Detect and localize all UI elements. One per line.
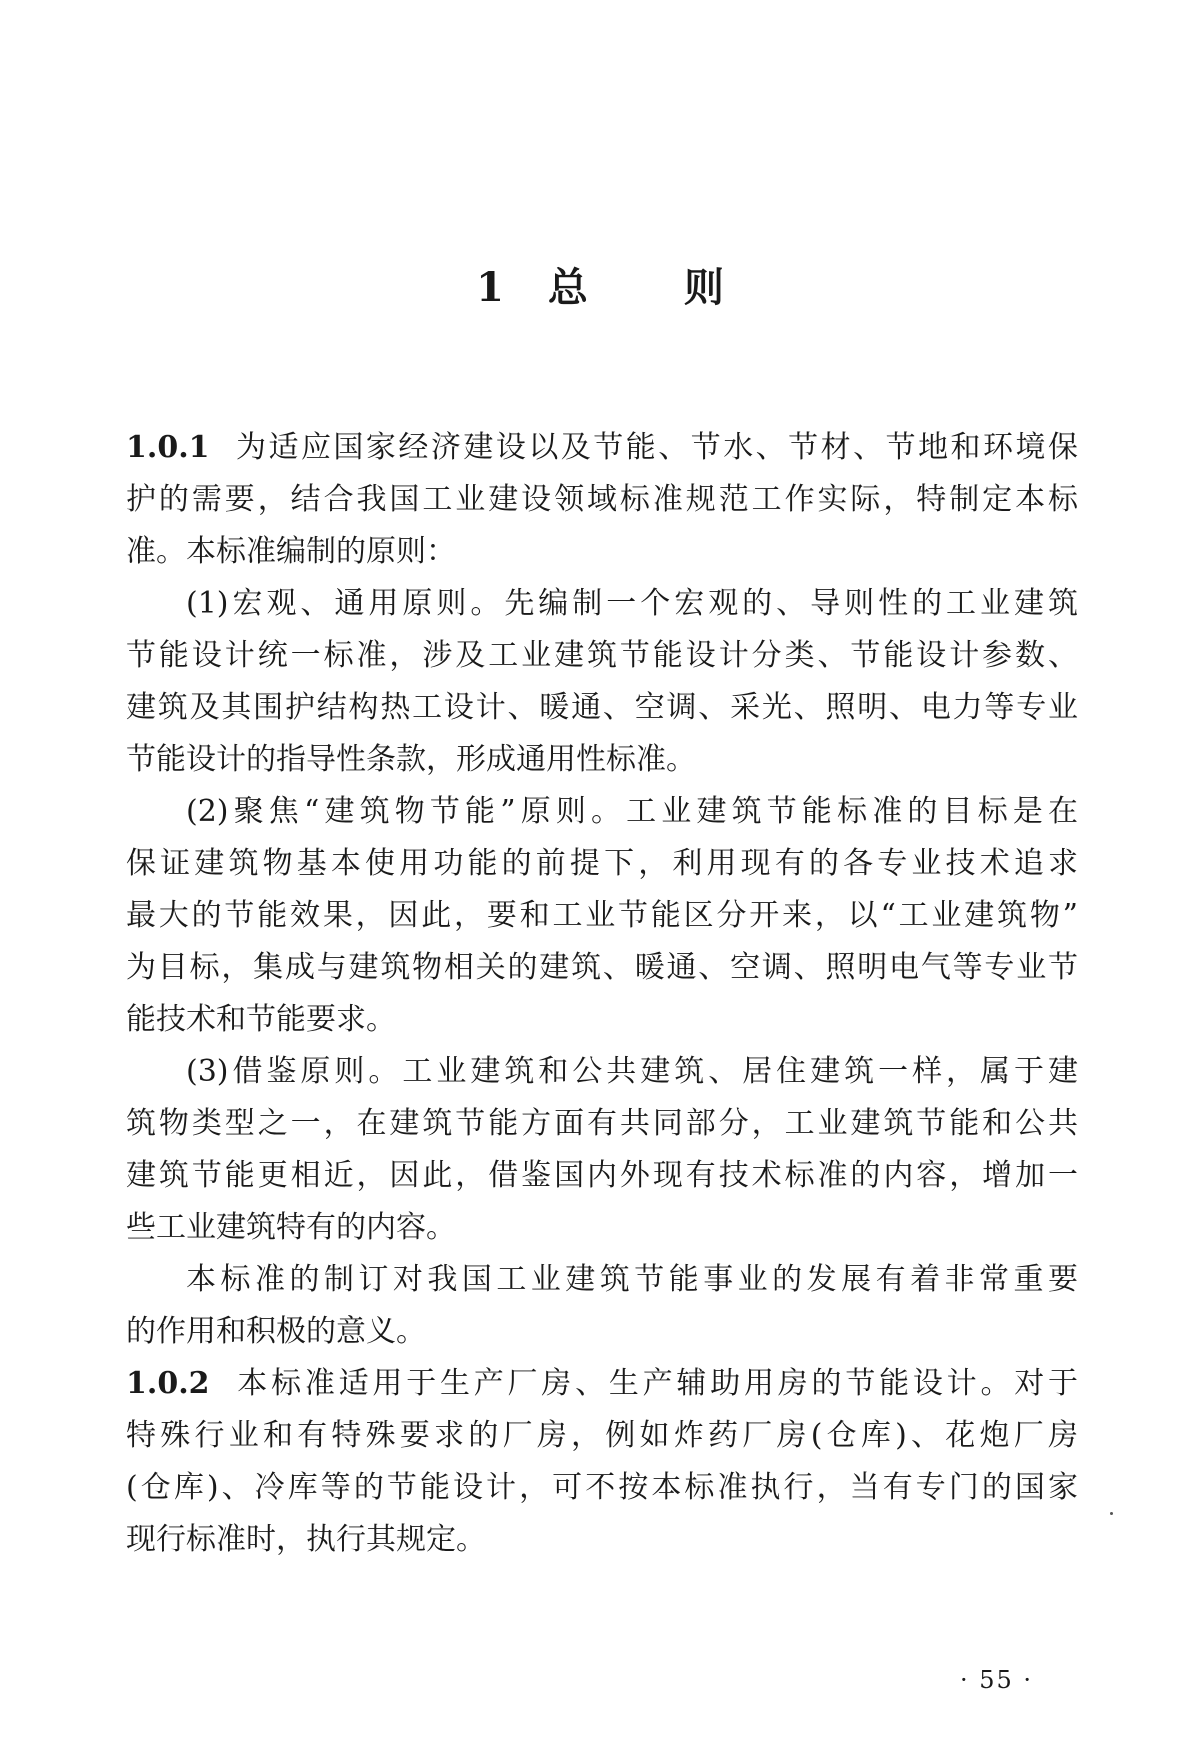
principle-2-line: 为目标，集成与建筑物相关的建筑、暖通、空调、照明电气等专业节 (126, 950, 1078, 985)
principle-1-line: 建筑及其围护结构热工设计、暖通、空调、采光、照明、电力等专业 (126, 690, 1078, 725)
clause-2-line: 现行标准时，执行其规定。 (126, 1522, 486, 1557)
clause-1-line: 护的需要，结合我国工业建设领域标准规范工作实际，特制定本标 (126, 482, 1078, 517)
clause-1-line (126, 422, 1078, 474)
page-number: · 55 · (960, 1666, 1034, 1694)
chapter-title-part2: 则 (683, 264, 724, 311)
clause-2-line (126, 1358, 1078, 1410)
clause-1-line: 准。本标准编制的原则： (126, 534, 456, 569)
document-body (126, 422, 1078, 1566)
clause-text: 为适应国家经济建设以及节能、节水、节材、节地和环境保 (233, 430, 1078, 465)
clause-text: 本标准适用于生产厂房、生产辅助用房的节能设计。对于 (233, 1366, 1078, 1401)
principle-3-line: 建筑节能更相近，因此，借鉴国内外现有技术标准的内容，增加一 (126, 1158, 1078, 1193)
clause-2-line: 特殊行业和有特殊要求的厂房，例如炸药厂房(仓库)、花炮厂房 (126, 1418, 1078, 1453)
clause-number: 1.0.1 (126, 430, 210, 465)
principle-2-line: (2)聚焦“建筑物节能”原则。工业建筑节能标准的目标是在 (186, 794, 1078, 829)
chapter-title (0, 262, 1200, 314)
principle-3-line: 些工业建筑特有的内容。 (126, 1210, 456, 1245)
scan-speck (1110, 1512, 1113, 1515)
principle-1-line: (1)宏观、通用原则。先编制一个宏观的、导则性的工业建筑 (186, 586, 1078, 621)
clause-number: 1.0.2 (126, 1366, 210, 1401)
chapter-number: 1 (476, 264, 504, 311)
significance-line: 的作用和积极的意义。 (126, 1314, 426, 1349)
principle-2-line: 最大的节能效果，因此，要和工业节能区分开来，以“工业建筑物” (126, 898, 1078, 933)
principle-3-line: 筑物类型之一，在建筑节能方面有共同部分，工业建筑节能和公共 (126, 1106, 1078, 1141)
principle-1-line: 节能设计的指导性条款，形成通用性标准。 (126, 742, 696, 777)
clause-2-line: (仓库)、冷库等的节能设计，可不按本标准执行，当有专门的国家 (126, 1470, 1078, 1505)
principle-2-line: 保证建筑物基本使用功能的前提下，利用现有的各专业技术追求 (126, 846, 1078, 881)
chapter-title-part1: 总 (547, 264, 588, 311)
principle-1-line: 节能设计统一标准，涉及工业建筑节能设计分类、节能设计参数、 (126, 638, 1078, 673)
principle-2-line: 能技术和节能要求。 (126, 1002, 396, 1037)
principle-3-line: (3)借鉴原则。工业建筑和公共建筑、居住建筑一样，属于建 (186, 1054, 1078, 1089)
significance-line: 本标准的制订对我国工业建筑节能事业的发展有着非常重要 (186, 1262, 1078, 1297)
